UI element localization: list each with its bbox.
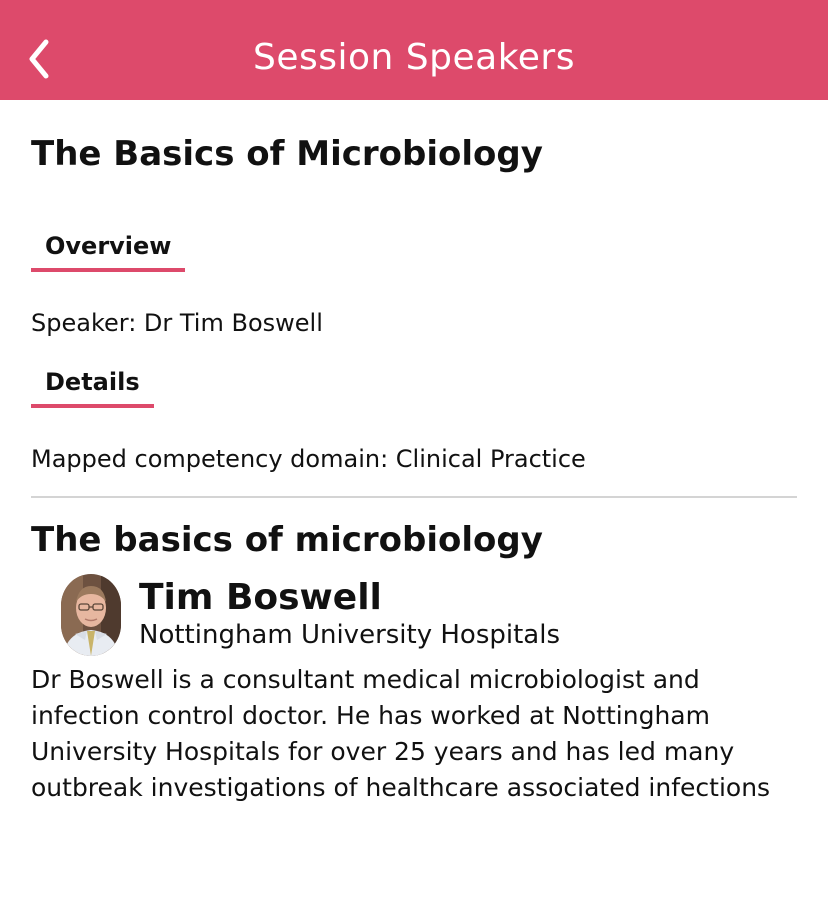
session-title: The Basics of Microbiology bbox=[31, 134, 543, 174]
speaker-card[interactable] bbox=[31, 574, 797, 656]
competency-line: Mapped competency domain: Clinical Practice bbox=[31, 445, 586, 473]
speakers-heading: The basics of microbiology bbox=[31, 520, 543, 560]
page-title: Session Speakers bbox=[253, 37, 575, 78]
top-navigation-bar bbox=[0, 0, 828, 100]
overview-section-label: Overview bbox=[31, 232, 185, 272]
speaker-info bbox=[139, 574, 560, 652]
speaker-bio: Dr Boswell is a consultant medical microbiologist and infection control doctor. He has worked at Nottingham University Hospitals for over 25 years and has led many outbreak investigations of healthcare associated infections bbox=[31, 665, 771, 802]
speaker-organisation: Nottingham University Hospitals bbox=[139, 620, 561, 650]
speaker-name: Tim Boswell bbox=[139, 577, 382, 618]
speaker-avatar bbox=[61, 574, 121, 656]
session-content bbox=[0, 100, 828, 806]
speaker-photo bbox=[61, 574, 121, 656]
speaker-line: Speaker: Dr Tim Boswell bbox=[31, 309, 323, 337]
details-section-label: Details bbox=[31, 368, 154, 408]
section-divider bbox=[31, 496, 797, 498]
